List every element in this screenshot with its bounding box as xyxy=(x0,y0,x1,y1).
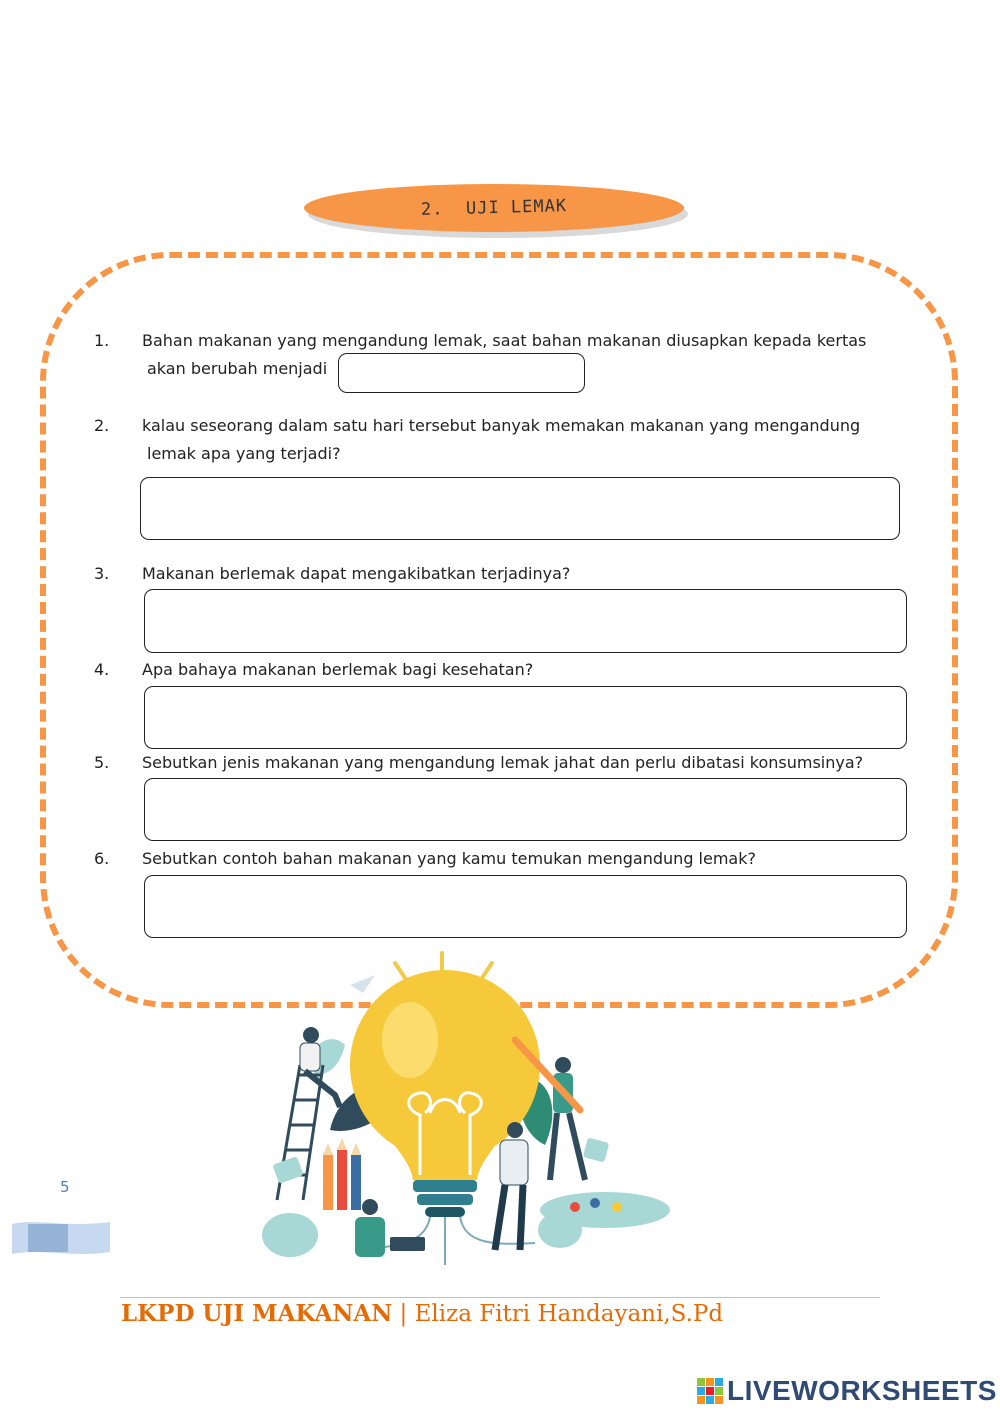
question-6-text: Sebutkan contoh bahan makanan yang kamu temukan mengandung lemak? xyxy=(142,849,756,868)
answer-5-input[interactable] xyxy=(144,778,907,841)
answer-2-input[interactable] xyxy=(140,477,900,540)
question-6-number: 6. xyxy=(94,849,110,868)
answer-6-input[interactable] xyxy=(144,875,907,938)
lightbulb-illustration xyxy=(245,945,685,1280)
question-5-text: Sebutkan jenis makanan yang mengandung lemak jahat dan perlu dibatasi konsumsinya? xyxy=(142,753,864,772)
section-title xyxy=(304,184,684,232)
section-label: UJI LEMAK xyxy=(465,196,568,219)
question-3-text: Makanan berlemak dapat mengakibatkan terjadinya? xyxy=(142,564,571,583)
section-number: 2. xyxy=(420,199,444,220)
footer xyxy=(121,1300,723,1327)
footer-divider xyxy=(120,1297,880,1298)
question-1-text: Bahan makanan yang mengandung lemak, saat bahan makanan diusapkan kepada kertas xyxy=(142,331,867,350)
answer-3-input[interactable] xyxy=(144,589,907,653)
liveworksheets-wordmark: LIVEWORKSHEETS xyxy=(727,1375,997,1406)
question-1-number: 1. xyxy=(94,331,110,350)
question-3-number: 3. xyxy=(94,564,110,583)
question-2-number: 2. xyxy=(94,416,110,435)
footer-separator: | xyxy=(399,1301,408,1327)
question-1-text-cont: akan berubah menjadi xyxy=(147,359,328,378)
question-4-text: Apa bahaya makanan berlemak bagi kesehatan? xyxy=(142,660,534,679)
question-5-number: 5. xyxy=(94,753,110,772)
page-ribbon xyxy=(12,1220,110,1256)
answer-1-input[interactable] xyxy=(338,353,585,393)
question-2-text-cont: lemak apa yang terjadi? xyxy=(147,444,341,463)
answer-4-input[interactable] xyxy=(144,686,907,749)
liveworksheets-icon xyxy=(697,1378,723,1404)
footer-title: LKPD UJI MAKANAN xyxy=(121,1300,393,1327)
page-number: 5 xyxy=(60,1178,70,1196)
footer-author: Eliza Fitri Handayani,S.Pd xyxy=(414,1301,724,1327)
question-2-text: kalau seseorang dalam satu hari tersebut banyak memakan makanan yang mengandung xyxy=(142,416,861,435)
liveworksheets-logo[interactable] xyxy=(697,1375,997,1407)
question-4-number: 4. xyxy=(94,660,110,679)
section-title-text xyxy=(421,196,568,220)
